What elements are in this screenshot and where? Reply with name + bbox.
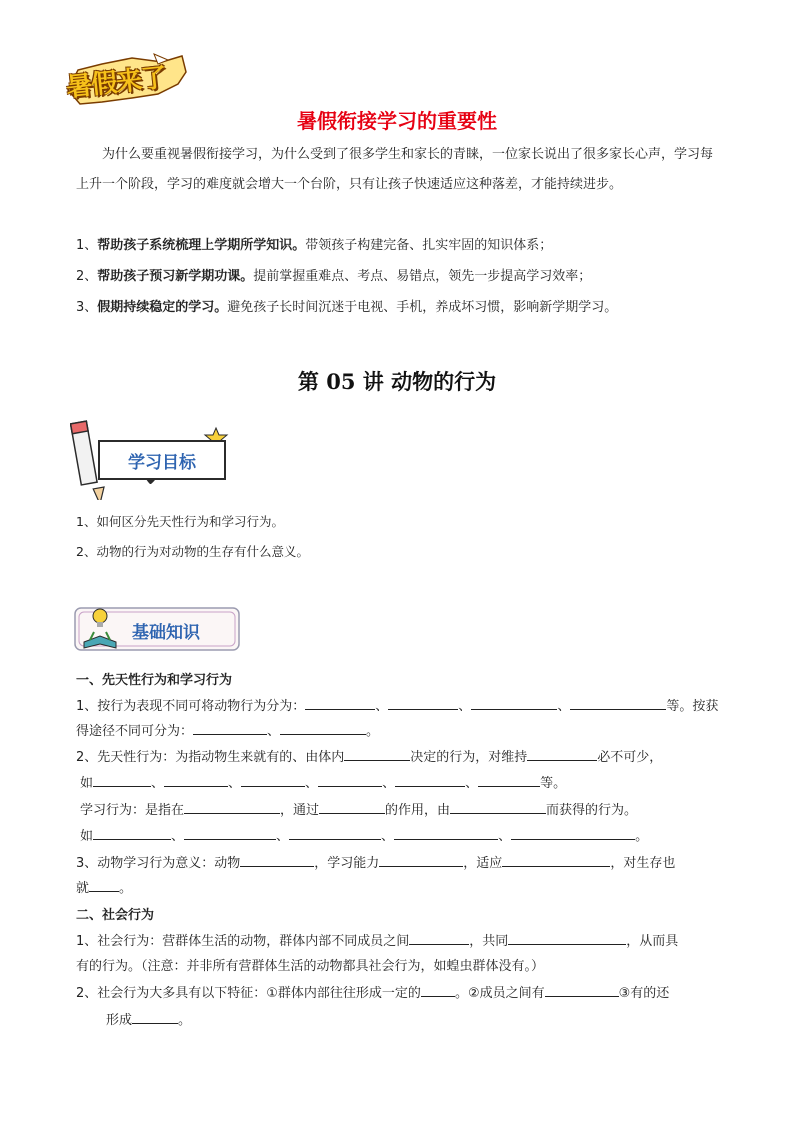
q2-text-b: 决定的行为，对维持 [410, 750, 528, 765]
question-3-line-2 [76, 876, 726, 901]
blank[interactable] [319, 798, 385, 814]
blank[interactable] [478, 771, 540, 787]
blank[interactable] [240, 851, 314, 867]
blank[interactable] [193, 719, 267, 735]
separator: 、 [305, 776, 319, 791]
s1-text-b: ，共同 [469, 934, 509, 949]
point-1 [76, 231, 726, 261]
s2-text-e: 。 [178, 1013, 192, 1028]
blank[interactable] [89, 876, 119, 892]
blank[interactable] [409, 929, 469, 945]
q1-text-d: 。 [366, 724, 380, 739]
learning-goals-label: 学习目标 [128, 452, 196, 473]
lesson-title: 第 05 讲 动物的行为 [297, 369, 497, 394]
social-2-line-2 [106, 1008, 756, 1033]
logo-text: 暑假来了 [64, 62, 168, 104]
basic-knowledge-label: 基础知识 [132, 623, 200, 643]
section2-title: 二、社会行为 [76, 908, 155, 923]
question-1-line-1 [76, 694, 726, 719]
learning-goals-banner [70, 420, 240, 500]
separator: 、 [267, 724, 281, 739]
question-3-line-1 [76, 851, 726, 876]
period: 。 [635, 829, 649, 844]
q2-ru-2: 如 [80, 829, 94, 844]
q2-text-c: 必不可少， [597, 750, 663, 765]
blank[interactable] [511, 824, 635, 840]
lightbulb-book-icon [80, 604, 120, 652]
q2-learn-c: 的作用，由 [385, 803, 451, 818]
blank[interactable] [421, 981, 455, 997]
objective-1: 1、如何区分先天性行为和学习行为。 [76, 514, 284, 529]
s2-text-a: 2、社会行为大多具有以下特征：①群体内部往往形成一定的 [76, 986, 421, 1001]
q3-text-d: ，对生存也 [610, 856, 676, 871]
blank[interactable] [132, 1008, 178, 1024]
blank[interactable] [527, 745, 597, 761]
blank[interactable] [395, 771, 465, 787]
separator: 、 [382, 776, 396, 791]
separator: 、 [151, 776, 165, 791]
question-2-line-1 [76, 745, 726, 770]
point-bold: 帮助孩子预习新学期功课。 [97, 269, 254, 284]
point-text: 提前掌握重难点、考点、易错点，领先一步提高学习效率； [253, 269, 592, 284]
blank[interactable] [394, 824, 498, 840]
blank[interactable] [93, 771, 151, 787]
point-number: 2、 [76, 269, 98, 284]
point-text: 带领孩子构建完备、扎实牢固的知识体系； [305, 238, 553, 253]
blank[interactable] [388, 694, 458, 710]
blank[interactable] [545, 981, 619, 997]
social-1-line-2: 有的行为。（注意：并非所有营群体生活的动物都具社会行为，如蝗虫群体没有。） [76, 959, 545, 974]
q2-ru: 如 [80, 776, 94, 791]
blank[interactable] [379, 851, 463, 867]
point-bold: 假期持续稳定的学习。 [97, 300, 228, 315]
blank[interactable] [184, 798, 280, 814]
s2-text-d: 形成 [106, 1013, 133, 1028]
q1-text-b: 等。按获 [666, 699, 719, 714]
point-number: 3、 [76, 300, 98, 315]
q3-text-f: 。 [119, 881, 133, 896]
q2-text-a: 2、先天性行为：为指动物生来就有的、由体内 [76, 750, 345, 765]
social-2-line-1 [76, 981, 726, 1006]
blank[interactable] [280, 719, 366, 735]
blank[interactable] [289, 824, 381, 840]
blank[interactable] [93, 824, 171, 840]
question-2-line-4 [80, 824, 730, 849]
q3-text-c: ，适应 [463, 856, 503, 871]
question-2-line-3 [80, 798, 730, 823]
point-text: 避免孩子长时间沉迷于电视、手机，养成坏习惯，影响新学期学习。 [227, 300, 618, 315]
separator: 、 [171, 829, 185, 844]
q3-text-a: 3、动物学习行为意义：动物 [76, 856, 241, 871]
question-2-line-2 [80, 771, 730, 796]
blank[interactable] [164, 771, 228, 787]
blank[interactable] [471, 694, 557, 710]
separator: 、 [458, 699, 472, 714]
s2-text-c: ③有的还 [618, 986, 670, 1001]
blank[interactable] [318, 771, 382, 787]
basic-knowledge-banner [74, 604, 244, 654]
blank[interactable] [344, 745, 410, 761]
q1-text-a: 1、按行为表现不同可将动物行为分为： [76, 699, 306, 714]
q1-text-c: 得途径不同可分为： [76, 724, 194, 739]
blank[interactable] [508, 929, 626, 945]
blank[interactable] [502, 851, 610, 867]
blank[interactable] [184, 824, 276, 840]
point-2 [76, 262, 726, 292]
q2-learn-a: 学习行为：是指在 [80, 803, 185, 818]
point-3 [76, 293, 726, 323]
section1-title: 一、先天性行为和学习行为 [76, 673, 233, 688]
separator: 、 [381, 829, 395, 844]
q2-deng: 等。 [540, 776, 567, 791]
blank[interactable] [570, 694, 666, 710]
header-title: 暑假衔接学习的重要性 [297, 109, 497, 133]
separator: 、 [276, 829, 290, 844]
separator: 、 [557, 699, 571, 714]
separator: 、 [498, 829, 512, 844]
q3-text-e: 就 [76, 881, 90, 896]
q2-learn-d: 而获得的行为。 [546, 803, 638, 818]
learning-goals-box [98, 440, 226, 480]
objective-2: 2、动物的行为对动物的生存有什么意义。 [76, 544, 309, 559]
separator: 、 [375, 699, 389, 714]
point-bold: 帮助孩子系统梳理上学期所学知识。 [97, 238, 306, 253]
blank[interactable] [450, 798, 546, 814]
intro-paragraph: 为什么要重视暑假衔接学习，为什么受到了很多学生和家长的青睐，一位家长说出了很多家长心声，学习每上升一个阶段，学习的难度就会增大一个台阶，只有让孩子快速适应这种落差，才能持续进步。 [76, 147, 714, 192]
social-1-line-1 [76, 929, 726, 954]
s1-text-a: 1、社会行为：营群体生活的动物，群体内部不同成员之间 [76, 934, 410, 949]
blank[interactable] [305, 694, 375, 710]
q2-learn-b: ，通过 [280, 803, 320, 818]
separator: 、 [465, 776, 479, 791]
separator: 、 [228, 776, 242, 791]
blank[interactable] [241, 771, 305, 787]
logo [62, 50, 192, 110]
point-number: 1、 [76, 238, 98, 253]
s1-text-c: ，从而具 [626, 934, 679, 949]
q3-text-b: ，学习能力 [314, 856, 380, 871]
s2-text-b: 。②成员之间有 [454, 986, 545, 1001]
question-1-line-2 [76, 719, 726, 744]
